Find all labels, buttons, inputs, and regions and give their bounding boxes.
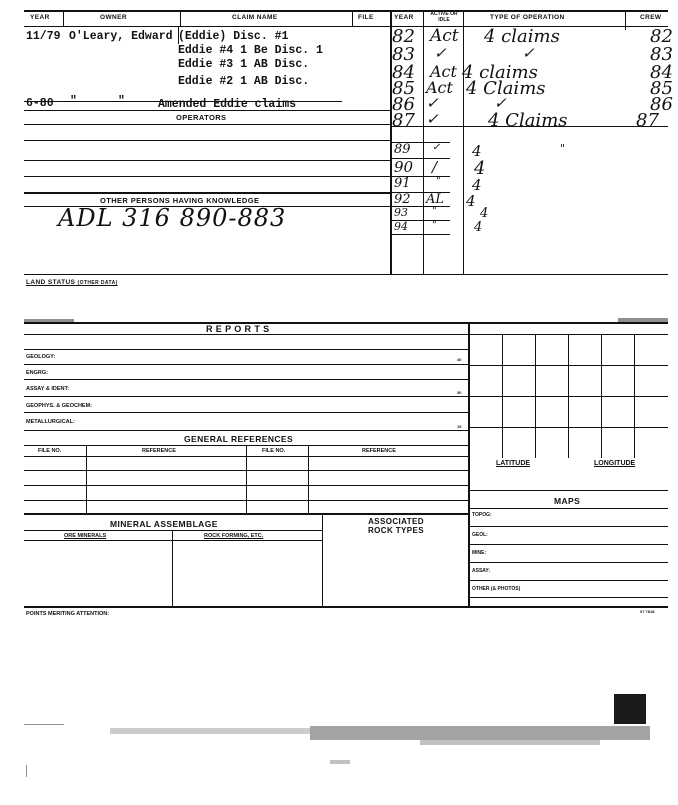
mineral-title: MINERAL ASSEMBLAGE (110, 519, 218, 529)
report-num-40: 40 (457, 357, 462, 362)
report-engrg: ENGRG: (26, 370, 48, 376)
ops-status: Act (430, 26, 459, 46)
land-status-sub: (OTHER DATA) (77, 280, 118, 286)
ops-crew: 85 (650, 78, 673, 99)
ops-status: ✓ (434, 44, 447, 62)
ops-crew: 84 (650, 62, 673, 83)
claim-name-1: (Eddie) Disc. #1 (178, 30, 289, 43)
ops-type: 4 claims (462, 62, 538, 83)
maps-topog: TOPOG: (472, 512, 492, 518)
ops-status: " (432, 220, 437, 231)
ops-year: 87 (392, 110, 415, 131)
operators-label: OPERATORS (176, 113, 227, 122)
owner-name-1: O'Leary, Edward (69, 30, 173, 43)
ops-year: 90 (394, 158, 414, 176)
claim-name-3: Eddie #3 1 AB Disc. (178, 58, 310, 71)
owner-date-2: 6-80 (26, 97, 54, 110)
ops-status: Act (426, 78, 453, 97)
ops-status: " (432, 206, 437, 217)
header-ops-year: YEAR (394, 14, 414, 21)
report-num-30: 30 (457, 390, 462, 395)
ops-year: 84 (392, 62, 415, 83)
ops-status: ✓ (426, 110, 439, 128)
ops-type: ✓ (522, 44, 535, 62)
ops-year: 86 (392, 94, 415, 115)
ops-type: 4 Claims (488, 110, 568, 131)
points-meriting-attention: POINTS MERITING ATTENTION: (26, 611, 110, 617)
report-num-15: 15 (457, 424, 462, 429)
ops-year: 91 (394, 176, 411, 191)
rock-forming-label: ROCK FORMING, ETC. (204, 533, 264, 539)
claim-ditto: " (118, 95, 125, 108)
header-type-of-operation: TYPE OF OPERATION (490, 14, 565, 21)
ops-crew: 83 (650, 44, 673, 65)
ops-status: AL (426, 192, 445, 207)
ops-status: / (432, 158, 438, 176)
ops-year: 85 (392, 78, 415, 99)
col-reference-2: REFERENCE (362, 448, 396, 454)
associated-rock-types: ASSOCIATED ROCK TYPES (367, 517, 424, 535)
header-claim-name: CLAIM NAME (232, 14, 278, 21)
ops-type: 4 (466, 192, 476, 210)
claim-name-2: Eddie #4 1 Be Disc. 1 (178, 44, 323, 57)
claim-name-4: Eddie #2 1 AB Disc. (178, 75, 310, 88)
general-refs-title: GENERAL REFERENCES (184, 434, 294, 444)
ops-crew: 82 (650, 26, 673, 47)
report-geology: GEOLOGY: (26, 354, 56, 360)
owner-ditto: " (70, 95, 77, 108)
ops-status: Act (430, 62, 457, 81)
maps-title: MAPS (554, 496, 581, 506)
ops-type: 4 (472, 176, 482, 194)
header-active-idle: ACTIVE OR IDLE (430, 11, 458, 23)
maps-mine: MINE: (472, 550, 487, 556)
land-status-label (26, 279, 118, 286)
col-reference: REFERENCE (142, 448, 176, 454)
longitude-label: LONGITUDE (594, 460, 636, 467)
ops-crew: 86 (650, 94, 673, 115)
ops-type: 4 (474, 220, 483, 235)
ops-type: 4 (474, 158, 486, 179)
header-year: YEAR (30, 14, 50, 21)
ops-type: ✓ (494, 94, 507, 112)
maps-geol: GEOL: (472, 532, 488, 538)
ops-year: 93 (394, 206, 408, 219)
other-persons-value: ADL 316 890-883 (58, 204, 287, 232)
owner-date-1: 11/79 (26, 30, 61, 43)
ops-year: 82 (392, 26, 415, 47)
ops-crew: 87 (636, 110, 659, 131)
col-file-no-2: FILE NO. (262, 448, 286, 454)
ops-year: 89 (394, 142, 411, 157)
ops-type: 4 (480, 206, 489, 221)
ops-year: 94 (394, 220, 408, 233)
ore-minerals-label: ORE MINERALS (64, 533, 107, 539)
ops-year: 83 (392, 44, 415, 65)
report-geophys: GEOPHYS. & GEOCHEM: (26, 403, 93, 409)
ops-type: 4 Claims (466, 78, 546, 99)
reports-title: R E P O R T S (206, 324, 270, 334)
ops-status: " (436, 176, 441, 187)
col-file-no: FILE NO. (38, 448, 62, 454)
header-file: FILE (358, 14, 374, 21)
header-owner: OWNER (100, 14, 127, 21)
maps-assay: ASSAY: (472, 568, 491, 574)
form-number: 07 7818 (640, 609, 655, 614)
land-status-text: LAND STATUS (26, 279, 76, 286)
report-metallurgical: METALLURGICAL: (26, 419, 75, 425)
ops-status: ✓ (426, 94, 439, 112)
report-assay: ASSAY & IDENT: (26, 386, 70, 392)
amended-claims: Amended Eddie claims (158, 98, 297, 111)
ops-type: 4 (472, 142, 482, 160)
latitude-label: LATITUDE (496, 460, 531, 467)
maps-other: OTHER (& PHOTOS) (472, 586, 521, 592)
other-persons-label: OTHER PERSONS HAVING KNOWLEDGE (100, 196, 260, 205)
header-crew: CREW (640, 14, 662, 21)
ops-type: 4 claims (484, 26, 560, 47)
ops-year: 92 (394, 192, 411, 207)
ops-crew: " (560, 142, 566, 155)
ops-status: ✓ (432, 142, 441, 153)
